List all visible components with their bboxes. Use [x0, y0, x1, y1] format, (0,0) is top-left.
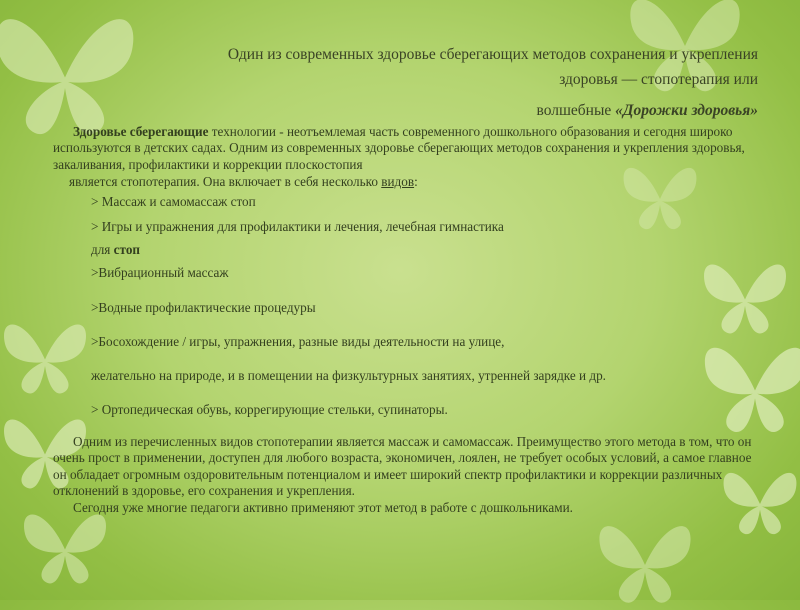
title-line-2: здоровья — стопотерапия или: [559, 71, 758, 88]
intro-bold-term: Здоровье сберегающие: [73, 124, 209, 139]
list-item-5: >Босохождение / игры, упражнения, разные виды деятельности на улице,: [91, 334, 505, 349]
butterfly-decoration-icon: [700, 330, 800, 440]
closing-section: [53, 434, 763, 516]
title-line-1: Один из современных здоровье сберегающих методов сохранения и укрепления: [227, 46, 758, 63]
page-title: [0, 42, 758, 92]
list-item-2: > Игры и упражнения для профилактики и лечения, лечебная гимнастика: [91, 219, 504, 234]
intro-underlined-word: видов: [381, 174, 415, 190]
list-item-2-continued: для стоп: [91, 242, 141, 257]
closing-paragraph-1: Одним из перечисленных видов стопотерапии является массаж и самомассаж. Преимущество этого метода в том, что он очень прост в применении, доступен для любого возраста, экономичен, лоялен, не требует особых условий, а самое главное он обладает огромным оздоровительным потенциалом и имеет широкий спектр профилактики и коррекции различных отклонений в здоровье, его сохранения и укрепления.: [53, 434, 752, 499]
butterfly-decoration-icon: [590, 510, 700, 610]
page-subtitle: [536, 102, 758, 120]
list-item-5-continued: желательно на природе, и в помещении на физкультурных занятиях, утренней зарядке и др.: [91, 368, 606, 383]
list-item-4: >Водные профилактические процедуры: [91, 300, 316, 315]
list-item-6: > Ортопедическая обувь, коррегирующие стельки, супинаторы.: [91, 402, 448, 417]
subtitle-emphasis: «Дорожки здоровья»: [615, 102, 758, 119]
subtitle-prefix: волшебные: [536, 102, 616, 119]
closing-paragraph-2: Сегодня уже многие педагоги активно применяют этот метод в работе с дошкольниками.: [73, 499, 573, 515]
intro-text: технологии - неотъемлемая часть современного дошкольного образования и сегодня широко используются в детских садах. Одним из современных здоровье сберегающих методов сохранения и укрепления здоровья, закаливания, профилактики и коррекции плоскостопия: [53, 124, 745, 172]
list-item-3: >Вибрационный массаж: [91, 265, 229, 280]
intro-paragraph: Здоровье сберегающие технологии - неотъемлемая часть современного дошкольного образования и сегодня широко используются в детских садах. Одним из современных здоровье сберегающих методов сохранения и укрепления здоровья, закаливания, профилактики и коррекции плоскостопия является стопотерапия. Она включает в себя несколько видов:: [53, 124, 745, 190]
list-item-1: > Массаж и самомассаж стоп: [91, 194, 256, 209]
intro-text-2: является стопотерапия. Она включает в себя несколько: [69, 174, 382, 190]
